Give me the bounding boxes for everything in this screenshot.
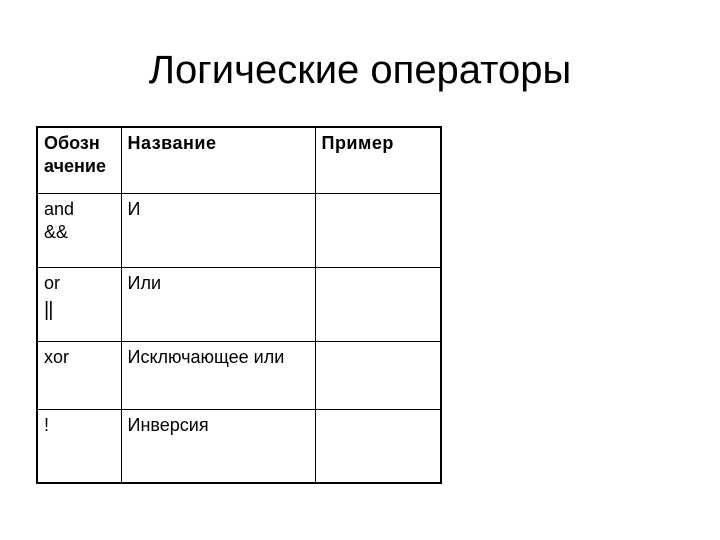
symbol-text: or (44, 272, 61, 293)
table-row (37, 267, 441, 341)
symbol-cell (37, 409, 121, 483)
example-cell (315, 193, 441, 267)
slide-title: Логические операторы (148, 48, 572, 92)
name-cell: И (121, 193, 315, 267)
header-symbol: Обозн ачение (37, 127, 121, 193)
logical-operators-table (36, 126, 442, 484)
table-row (37, 341, 441, 409)
name-cell: Исключающее или (121, 341, 315, 409)
table-row (37, 193, 441, 267)
header-example: Пример (315, 127, 441, 193)
name-cell: Инверсия (121, 409, 315, 483)
symbol-cell (37, 193, 121, 267)
table-row (37, 409, 441, 483)
name-cell: Или (121, 267, 315, 341)
example-cell (315, 267, 441, 341)
symbol-text: || (44, 298, 53, 321)
table-header-row (37, 127, 441, 193)
symbol-text: && (44, 221, 69, 242)
symbol-text: xor (44, 346, 70, 367)
symbol-text: ! (44, 414, 50, 435)
example-cell (315, 341, 441, 409)
header-name: Название (121, 127, 315, 193)
example-cell (315, 409, 441, 483)
symbol-cell (37, 341, 121, 409)
symbol-cell (37, 267, 121, 341)
symbol-text: and (44, 198, 75, 219)
